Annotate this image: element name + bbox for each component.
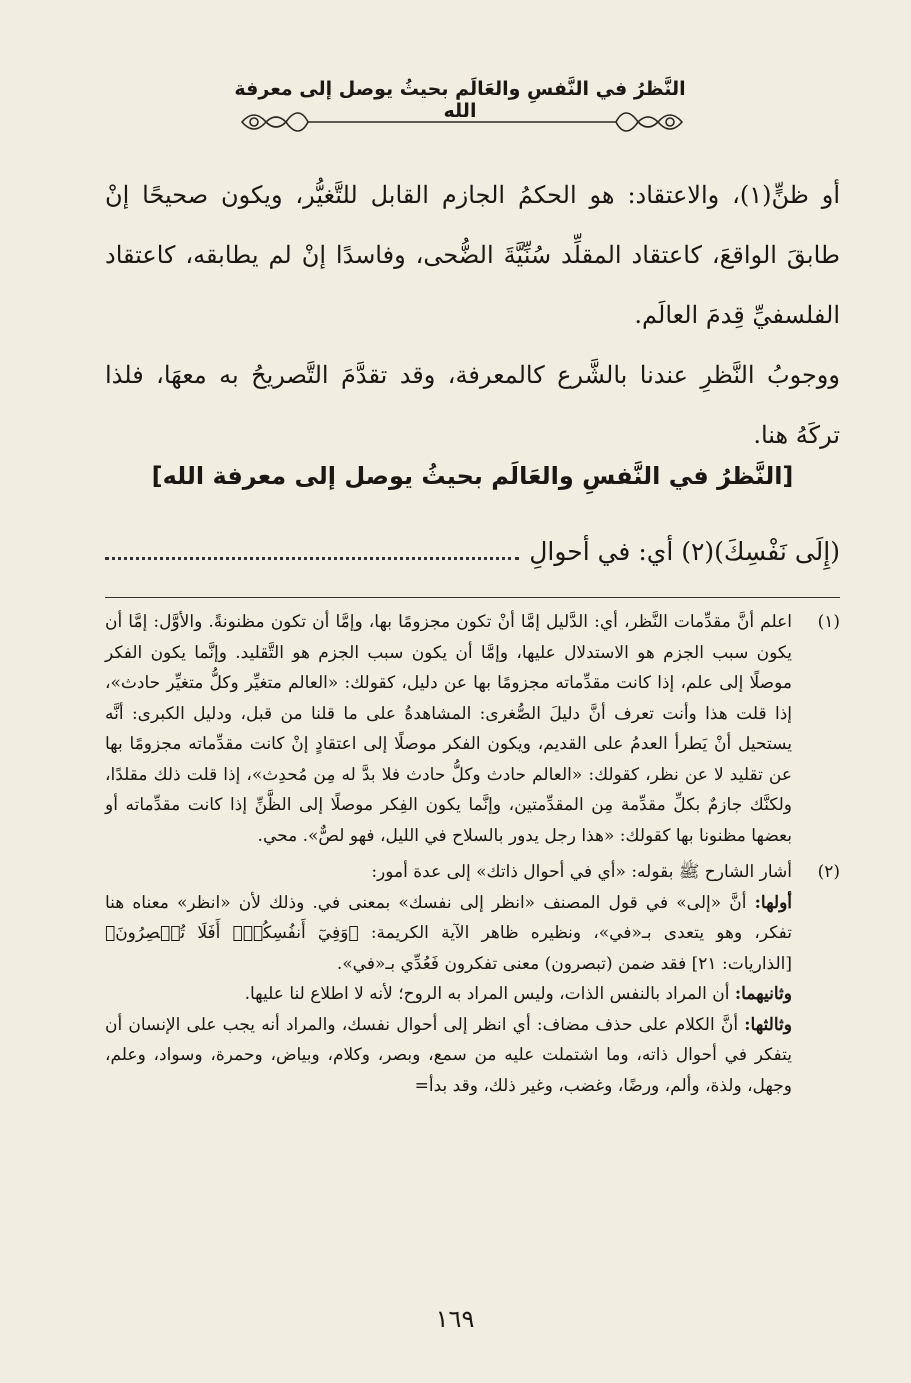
footnote-text: أن المراد بالنفس الذات، وليس المراد به الروح؛ لأنه لا اطلاع لنا عليها. xyxy=(244,984,730,1004)
footnote-lead: وثالثها: xyxy=(744,1014,792,1035)
footnote-number: (١) xyxy=(817,612,840,632)
main-paragraph-1: أو ظنٍّ(١)، والاعتقاد: هو الحكمُ الجازم القابل للتَّغيُّر، ويكون صحيحًا إنْ طابقَ الواقعَ، كاعتقاد المقلِّد سُنِّيَّةَ الضُّحى، وفاسدًا إنْ لم يطابقه، كاعتقاد الفلسفيِّ قِدمَ العالَم. xyxy=(105,181,840,329)
main-paragraph-2: ووجوبُ النَّظرِ عندنا بالشَّرع كالمعرفة، وقد تقدَّمَ التَّصريحُ به معهَا، فلذا تركَهُ هنا. xyxy=(105,361,840,449)
main-text xyxy=(105,165,840,465)
footnotes xyxy=(105,607,840,1101)
footnote-number: (٢) xyxy=(817,862,840,882)
footnote-2 xyxy=(105,857,840,1101)
section-heading: [النَّظرُ في النَّفسِ والعَالَم بحيثُ يوصل إلى معرفة الله] xyxy=(151,462,794,490)
footnote-text: اعلم أنَّ مقدِّمات النَّظر، أي: الدَّليل إمَّا أنْ تكون مجزومًا بها، وإمَّا أن تكون مظنونةً. والأوَّل: إمَّا أن يكون سبب الجزم هو الاستدلال عليها، وإمَّا أن يكون سبب الجزم هو التَّقليد. وإنَّما يكون الفكر موصلًا إلى علم، إذا كانت مقدِّماته مجزومًا بها عن دليل، كقولك: «العالم متغيِّر وكلُّ متغيِّر حادث»، إذا قلت هذا وأنت تعرف أنَّ دليلَ الصُّغرى: المشاهدةُ على ما قلنا من قبل، ودليل الكبرى: أنَّه يستحيل أنْ يَطرأ العدمُ على القديم، ويكون الفكر موصلًا إلى اعتقادٍ إنْ كانت مقدِّماته مجزومًا بها عن تقليد لا عن نظر، كقولك: «العالم حادث وكلُّ حادث فلا بدَّ له مِن مُحدِث»، إذا قلت ذلك مقلدًا، ولكنَّك جازمٌ بكلِّ مقدِّمة مِن المقدِّمتين، وإنَّما يكون الفِكر موصلًا إلى الظَّنِّ إذا كانت مقدِّماته أو بعضها مظنونا بها كقولك: «هذا رجل يدور بالسلاح في الليل، فهو لصٌّ». محي. xyxy=(105,612,792,846)
matn-line xyxy=(105,537,840,566)
footnote-lead: أولها: xyxy=(754,892,793,913)
footnote-paragraph xyxy=(105,857,792,888)
footnote-paragraph xyxy=(105,979,792,1010)
page-number: ١٦٩ xyxy=(435,1305,475,1333)
dotted-leader xyxy=(105,557,519,560)
footnote-lead: وثانيهما: xyxy=(734,984,792,1004)
footnote-1 xyxy=(105,607,840,851)
ornament-divider xyxy=(232,104,692,140)
running-head: النَّظرُ في النَّفسِ والعَالَم بحيثُ يوصل إلى معرفة الله xyxy=(234,78,686,122)
footnote-paragraph xyxy=(105,1010,792,1102)
footnote-paragraph xyxy=(105,888,792,980)
matn-text: (إِلَى نَفْسِكَ)(٢) أي: في أحوالِ xyxy=(529,537,840,566)
footnote-separator xyxy=(105,597,840,598)
footnote-text: أنَّ الكلام على حذف مضاف: أي انظر إلى أحوال نفسك، والمراد أنه يجب على الإنسان أن يتفكر في أحوال ذاته، وما اشتملت عليه من سمع، وبصر، وكلام، وبياض، وحمرة، وسواد، وعلم، وجهل، ولذة، وألم، ورضًا، وغضب، وغير ذلك، وقد بدأ= xyxy=(105,1014,792,1096)
footnote-text: أشار الشارح ﷺ بقوله: «أي في أحوال ذاتك» إلى عدة أمور: xyxy=(371,862,792,882)
footnote-text: أنَّ «إلى» في قول المصنف «انظر إلى نفسك» بمعنى في. وذلك لأن «انظر» معناه هنا تفكر، وهو يتعدى بـ«في»، ونظيره ظاهر الآية الكريمة: ﴿وَفِيٓ أَنفُسِكُمۡۚ أَفَلَا تُبۡصِرُونَ﴾ [الذاريات: ٢١] فقد ضمن (تبصرون) معنى تفكرون فَعُدِّي بـ«في». xyxy=(105,892,792,974)
